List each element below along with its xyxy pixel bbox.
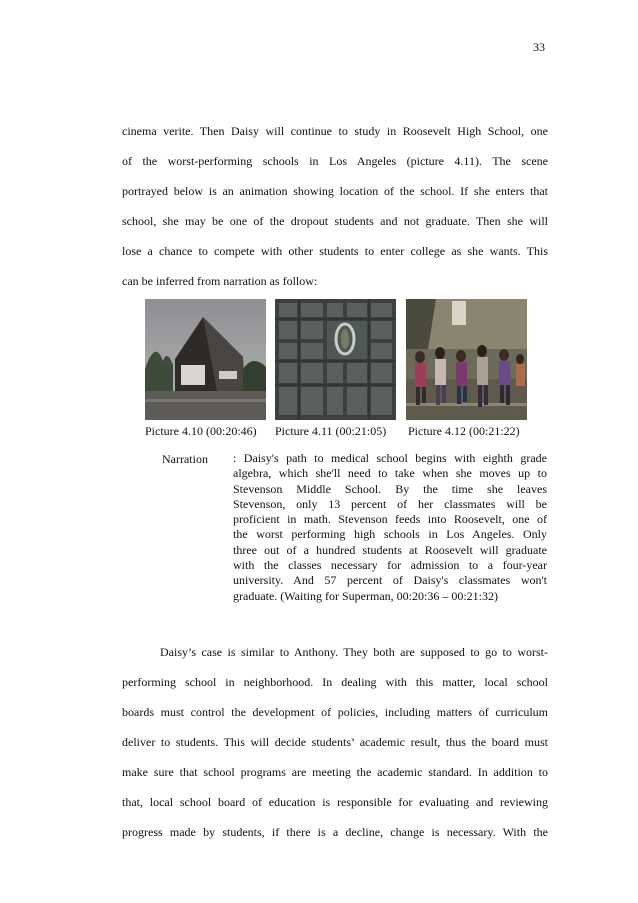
text-line: of the worst-performing schools in Los Angeles (picture 4.11). The scene <box>122 154 548 168</box>
quote-line: : Daisy's path to medical school begins with eighth grade <box>233 451 547 465</box>
text-line: portrayed below is an animation showing location of the school. If she enters that <box>122 184 548 198</box>
picture-aerial-map <box>275 299 396 420</box>
text-line: boards must control the development of policies, including matters of curriculum <box>122 705 548 719</box>
picture-school-building <box>145 299 266 420</box>
quote-line: algebra, which she'll need to take when she moves up to <box>233 466 547 481</box>
quote-line: the worst performing high schools in Los Angeles. Only <box>233 527 547 542</box>
text-line: cinema verite. Then Daisy will continue to study in Roosevelt High School, one <box>122 124 548 138</box>
caption-picture-4-12: Picture 4.12 (00:21:22) <box>408 424 520 438</box>
quote-line: Stevenson, only 13 percent of her classmates will be <box>233 496 547 511</box>
quote-line: Stevenson Middle School. By the time she leaves <box>233 481 547 496</box>
text-line: Daisy’s case is similar to Anthony. They both are supposed to go to worst- <box>160 645 548 659</box>
page-number: 33 <box>533 40 545 54</box>
quote-line: university. And 57 percent of Daisy's classmates won't <box>233 573 547 588</box>
text-line: can be inferred from narration as follow: <box>122 274 318 288</box>
figure-row <box>145 299 530 420</box>
text-line: lose a chance to compete with other students to enter college as she wants. This <box>122 244 548 258</box>
text-line: school, she may be one of the dropout students and not graduate. Then she will <box>122 214 548 228</box>
narration-quote <box>233 451 547 604</box>
text-line: performing school in neighborhood. In dealing with this matter, local school <box>122 675 548 689</box>
caption-picture-4-10: Picture 4.10 (00:20:46) <box>145 424 257 438</box>
text-line: that, local school board of education is responsible for evaluating and reviewing <box>122 795 548 809</box>
paragraph-1 <box>122 116 548 296</box>
quote-line: with the classes necessary for admission to a four-year <box>233 558 547 573</box>
caption-picture-4-11: Picture 4.11 (00:21:05) <box>275 424 387 438</box>
quote-line: proficient in math. Stevenson feeds into Roosevelt, one of <box>233 512 547 527</box>
picture-students-running <box>406 299 527 420</box>
paragraph-2 <box>122 637 548 847</box>
narration-label: Narration <box>162 452 208 466</box>
text-line: deliver to students. This will decide students’ academic result, thus the board must <box>122 735 548 749</box>
text-line: progress made by students, if there is a decline, change is necessary. With the <box>122 825 548 839</box>
text-line: make sure that school programs are meeting the academic standard. In addition to <box>122 765 548 779</box>
quote-line: graduate. (Waiting for Superman, 00:20:36 – 00:21:32) <box>233 588 498 603</box>
quote-line: three out of a hundred students at Roosevelt will graduate <box>233 542 547 557</box>
